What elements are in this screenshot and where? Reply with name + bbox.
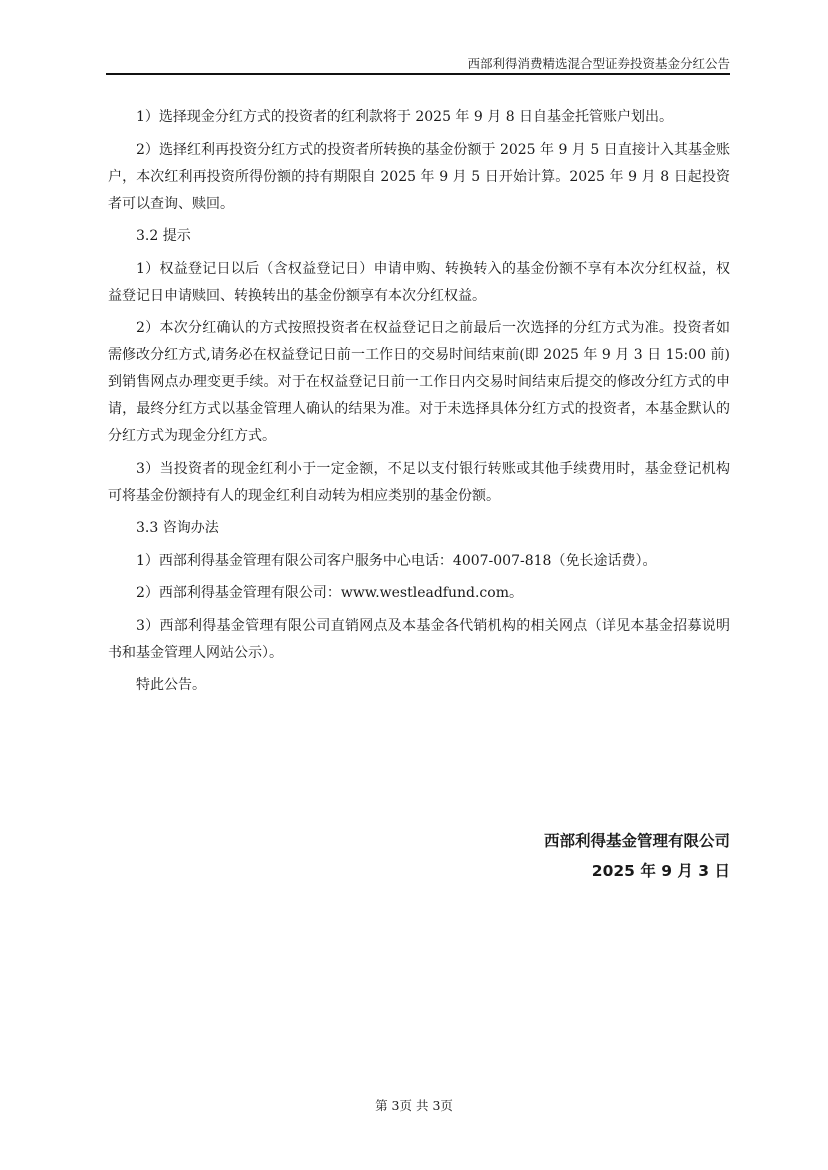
paragraph-sales-outlets: 3）西部利得基金管理有限公司直销网点及本基金各代销机构的相关网点（详见本基金招募说明书和基金管理人网站公示）。	[108, 617, 730, 661]
header-divider	[106, 73, 730, 75]
page-number: 第 3页 共 3页	[375, 1098, 453, 1113]
paragraph-closing: 特此公告。	[136, 677, 206, 693]
section-heading-notes: 3.2 提示	[136, 228, 191, 244]
running-header: 西部利得消费精选混合型证券投资基金分红公告	[467, 56, 730, 71]
paragraph-service-hotline: 1）西部利得基金管理有限公司客户服务中心电话：4007-007-818（免长途话费）。	[136, 552, 657, 569]
paragraph-dividend-method-confirmation: 2）本次分红确认的方式按照投资者在权益登记日之前最后一次选择的分红方式为准。投资者如需修改分红方式,请务必在权益登记日前一工作日的交易时间结束前(即 2025 年 9 月 3 日 15:00 前) 到销售网点办理变更手续。对于在权益登记日前一工作日内交易时间结束后提交的修改分红方式的申请，最终分红方式以基金管理人确认的结果为准。对于未选择具体分红方式的投资者，本基金默认的分红方式为现金分红方式。	[108, 320, 730, 444]
signature-date: 2025 年 9 月 3 日	[591, 862, 730, 880]
signature-block	[544, 826, 730, 886]
signature-company: 西部利得基金管理有限公司	[543, 832, 730, 850]
paragraph-small-cash-dividend: 3）当投资者的现金红利小于一定金额，不足以支付银行转账或其他手续费用时，基金登记机构可将基金份额持有人的现金红利自动转为相应类别的基金份额。	[108, 460, 730, 504]
paragraph-website: 2）西部利得基金管理有限公司：www.westleadfund.com。	[136, 585, 523, 601]
document-body	[108, 104, 730, 705]
paragraph-record-date-rights: 1）权益登记日以后（含权益登记日）申请申购、转换转入的基金份额不享有本次分红权益，权益登记日申请赎回、转换转出的基金份额享有本次分红权益。	[108, 260, 730, 304]
paragraph-cash-dividend-payout: 1）选择现金分红方式的投资者的红利款将于 2025 年 9 月 8 日自基金托管账户划出。	[136, 109, 674, 125]
section-heading-inquiry: 3.3 咨询办法	[136, 520, 219, 536]
paragraph-reinvestment: 2）选择红利再投资分红方式的投资者所转换的基金份额于 2025 年 9 月 5 日直接计入其基金账户，本次红利再投资所得份额的持有期限自 2025 年 9 月 5 日开始计算。2025 年 9 月 8 日起投资者可以查询、赎回。	[108, 141, 730, 212]
